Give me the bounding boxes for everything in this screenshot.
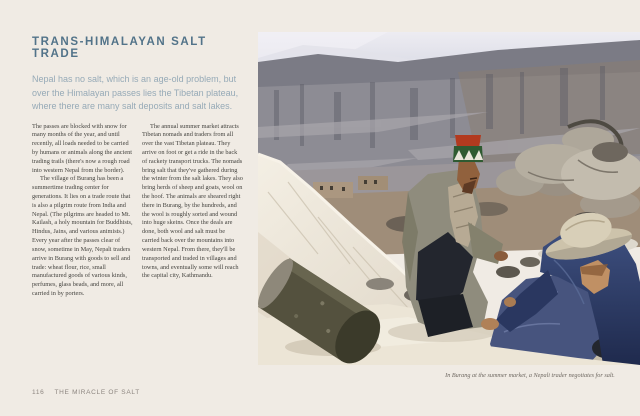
spread-footer <box>32 389 140 396</box>
left-page <box>32 36 244 299</box>
photo <box>258 32 640 365</box>
section-title: TRANS-HIMALAYAN SALT TRADE <box>32 36 207 60</box>
body-column-right <box>142 123 243 299</box>
book-title: THE MIRACLE OF SALT <box>54 389 140 396</box>
body-columns <box>32 123 243 299</box>
intro-paragraph: Nepal has no salt, which is an age-old problem, but over the Himalayan passes lies the Tibetan plateau, where there are many salt deposits and salt lakes. <box>32 74 239 111</box>
page-number: 116 <box>32 389 45 396</box>
paragraph: The passes are blocked with snow for many months of the year, and until recently, all loads needed to be carried by humans or animals along the ancient trading trails (there's now a rough road into western Nepal from the border). <box>32 122 133 174</box>
photo-caption: In Burang at the summer market, a Nepali trader negotiates for salt. <box>445 372 615 379</box>
paragraph: The village of Burang has been a summertime trading center for generations. It lies on a trade route that is also a pilgrim route from India and Nepal. (The pilgrims are headed to Mt. Kailash, a holy mountain for Buddhists, Hindus, Jains, and various animists.) Every year after the passes clear of snow, sometime in May, Nepali traders arrive in Burang with goods to sell and trade: wheat flour, rice, small manufactured goods of various kinds, perfumes, glass beads, and more, all carried in by porters. <box>32 175 133 297</box>
paragraph: The annual summer market attracts Tibetan nomads and traders from all over the vast Tibetan plateau. They arrive on foot or get a ride in the back of rackety transport trucks. The nomads bring salt that they've gathered during the winter from the salt lakes. They also bring herds of sheep and goats, wool on the hoof. The animals are sheared right there in Burang, by the hundreds, and the wool is roughly sorted and wound into huge skeins. Once the deals are done, both wool and salt must be carried back over the mountains into western Nepal. From there, they'll be transported and traded in villages and towns, and eventually some will reach the capital city, Kathmandu. <box>142 122 243 280</box>
body-column-left <box>32 123 133 299</box>
